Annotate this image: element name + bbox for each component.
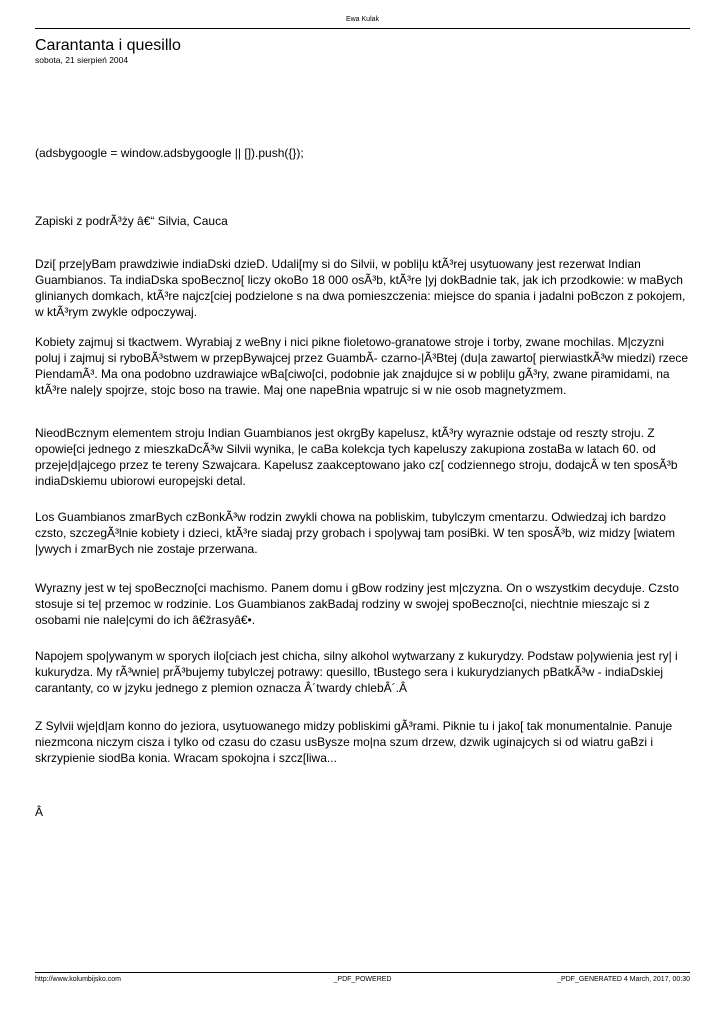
footer-generated: _PDF_GENERATED 4 March, 2017, 00:30 [557, 976, 690, 983]
paragraph: Dzi[ prze|yBam prawdziwie indiaDski dzieD. Udali[my si do Silvii, w pobli|u ktÃ³rej usytuowany jest rezerwat Indian Guambianos. Ta indiaDska spoBeczno[ liczy okoBo 18 000 osÃ³b, ktÃ³re |yj dokBadnie tak, jak ich przodkowie: w maBych glinianych domkach, ktÃ³re najcz[ciej podzielone s na dwa pomieszczenia: miejsce do spania i jadalni poBczon z pokojem, w ktÃ³rym zwykle odpoczywaj. [35, 257, 686, 319]
closing-glyph: Â [35, 805, 44, 819]
article-date: sobota, 21 sierpień 2004 [35, 55, 129, 65]
paragraph: NieodBcznym elementem stroju Indian Guambianos jest okrgBy kapelusz, ktÃ³ry wyraznie odstaje od reszty stroju. Z opowie[ci jednego z mieszkaDcÃ³w Silvii wynika, |e caBa kolekcja tych kapeluszy zakupiona zostaBa w latach 60. od przeje|d|ajcego przez te tereny Szwajcara. Kapelusz zaakceptowano jako cz[ codziennego stroju, dodajcÂ w ten sposÃ³b indiaDskiemu ubiorowi europejski detal. [35, 426, 678, 488]
header-divider [35, 28, 690, 29]
footer-url-link[interactable]: http://www.kolumbijsko.com [35, 976, 121, 983]
ad-code-text: (adsbygoogle = window.adsbygoogle || []).push({}); [35, 146, 304, 160]
paragraph: Napojem spo|ywanym w sporych ilo[ciach jest chicha, silny alkohol wytwarzany z kukurydzy. Podstaw po|ywienia jest ry| i kukurydza. My rÃ³wnie| prÃ³bujemy tubylczej potrawy: quesillo, tBustego sera i kukurydzianych pBatkÃ³w - indiaDskiej carantanty, co w jzyku jednego z plemion oznacza Â´twardy chlebÂ´.Â [35, 649, 678, 695]
paragraph: Los Guambianos zmarBych czBonkÃ³w rodzin zwykli chowa na pobliskim, tubylczym cmentarzu. Odwiedzaj ich bardzo czsto, szczegÃ³lnie kobiety i dzieci, ktÃ³re siadaj przy grobach i spo|ywaj tam posiBki. W ten sposÃ³b, wiz midzy [wiatem |ywych i zmarBych nie zostaje przerwana. [35, 510, 676, 556]
article-title: Carantanta i quesillo [35, 37, 181, 54]
footer-powered: _PDF_POWERED [333, 976, 392, 983]
page-header-author: Ewa Kulak [345, 16, 380, 23]
footer-divider [35, 972, 690, 973]
paragraph: Z Sylvii wje|d|am konno do jeziora, usytuowanego midzy pobliskimi gÃ³rami. Piknie tu i jako[ tak monumentalnie. Panuje niezmcona niczym cisza i tylko od czasu do czasu usBysze mo|na szum drzew, dzwik uginajcych si od wiatru gaBzi i skrzypienie siodBa konia. Wracam spokojna i szcz[liwa... [35, 719, 673, 765]
article-subtitle: Zapiski z podrÃ³ży â€“ Silvia, Cauca [35, 214, 228, 228]
paragraph: Wyrazny jest w tej spoBeczno[ci machismo. Panem domu i gBow rodziny jest m|czyzna. On o wszystkim decyduje. Czsto stosuje si te| przemoc w rodzinie. Los Guambianos zakBadaj rodziny w swojej spoBeczno[ci, niechtnie mieszajc si z osobami nie nale|cymi do ich â€žrasyâ€•. [35, 581, 679, 627]
paragraph: Kobiety zajmuj si tkactwem. Wyrabiaj z weBny i nici pikne fioletowo-granatowe stroje i torby, zwane mochilas. M|czyzni poluj i zajmuj si ryboBÃ³stwem w przepBywajcej przez GuambÃ- czarno-|Ã³Btej (du|a zawarto[ pierwiastkÃ³w miedzi) rzece PiendamÃ³. Ma ona podobno uzdrawiajce wBa[ciwo[ci, podobnie jak znajdujce si w pobli|u gÃ³ry, zwane piramidami, na ktÃ³re nale|y spojrze, stojc boso na trawie. Maj one napeBnia wpatrujc si w nie osob magnetyzmem. [35, 335, 689, 397]
